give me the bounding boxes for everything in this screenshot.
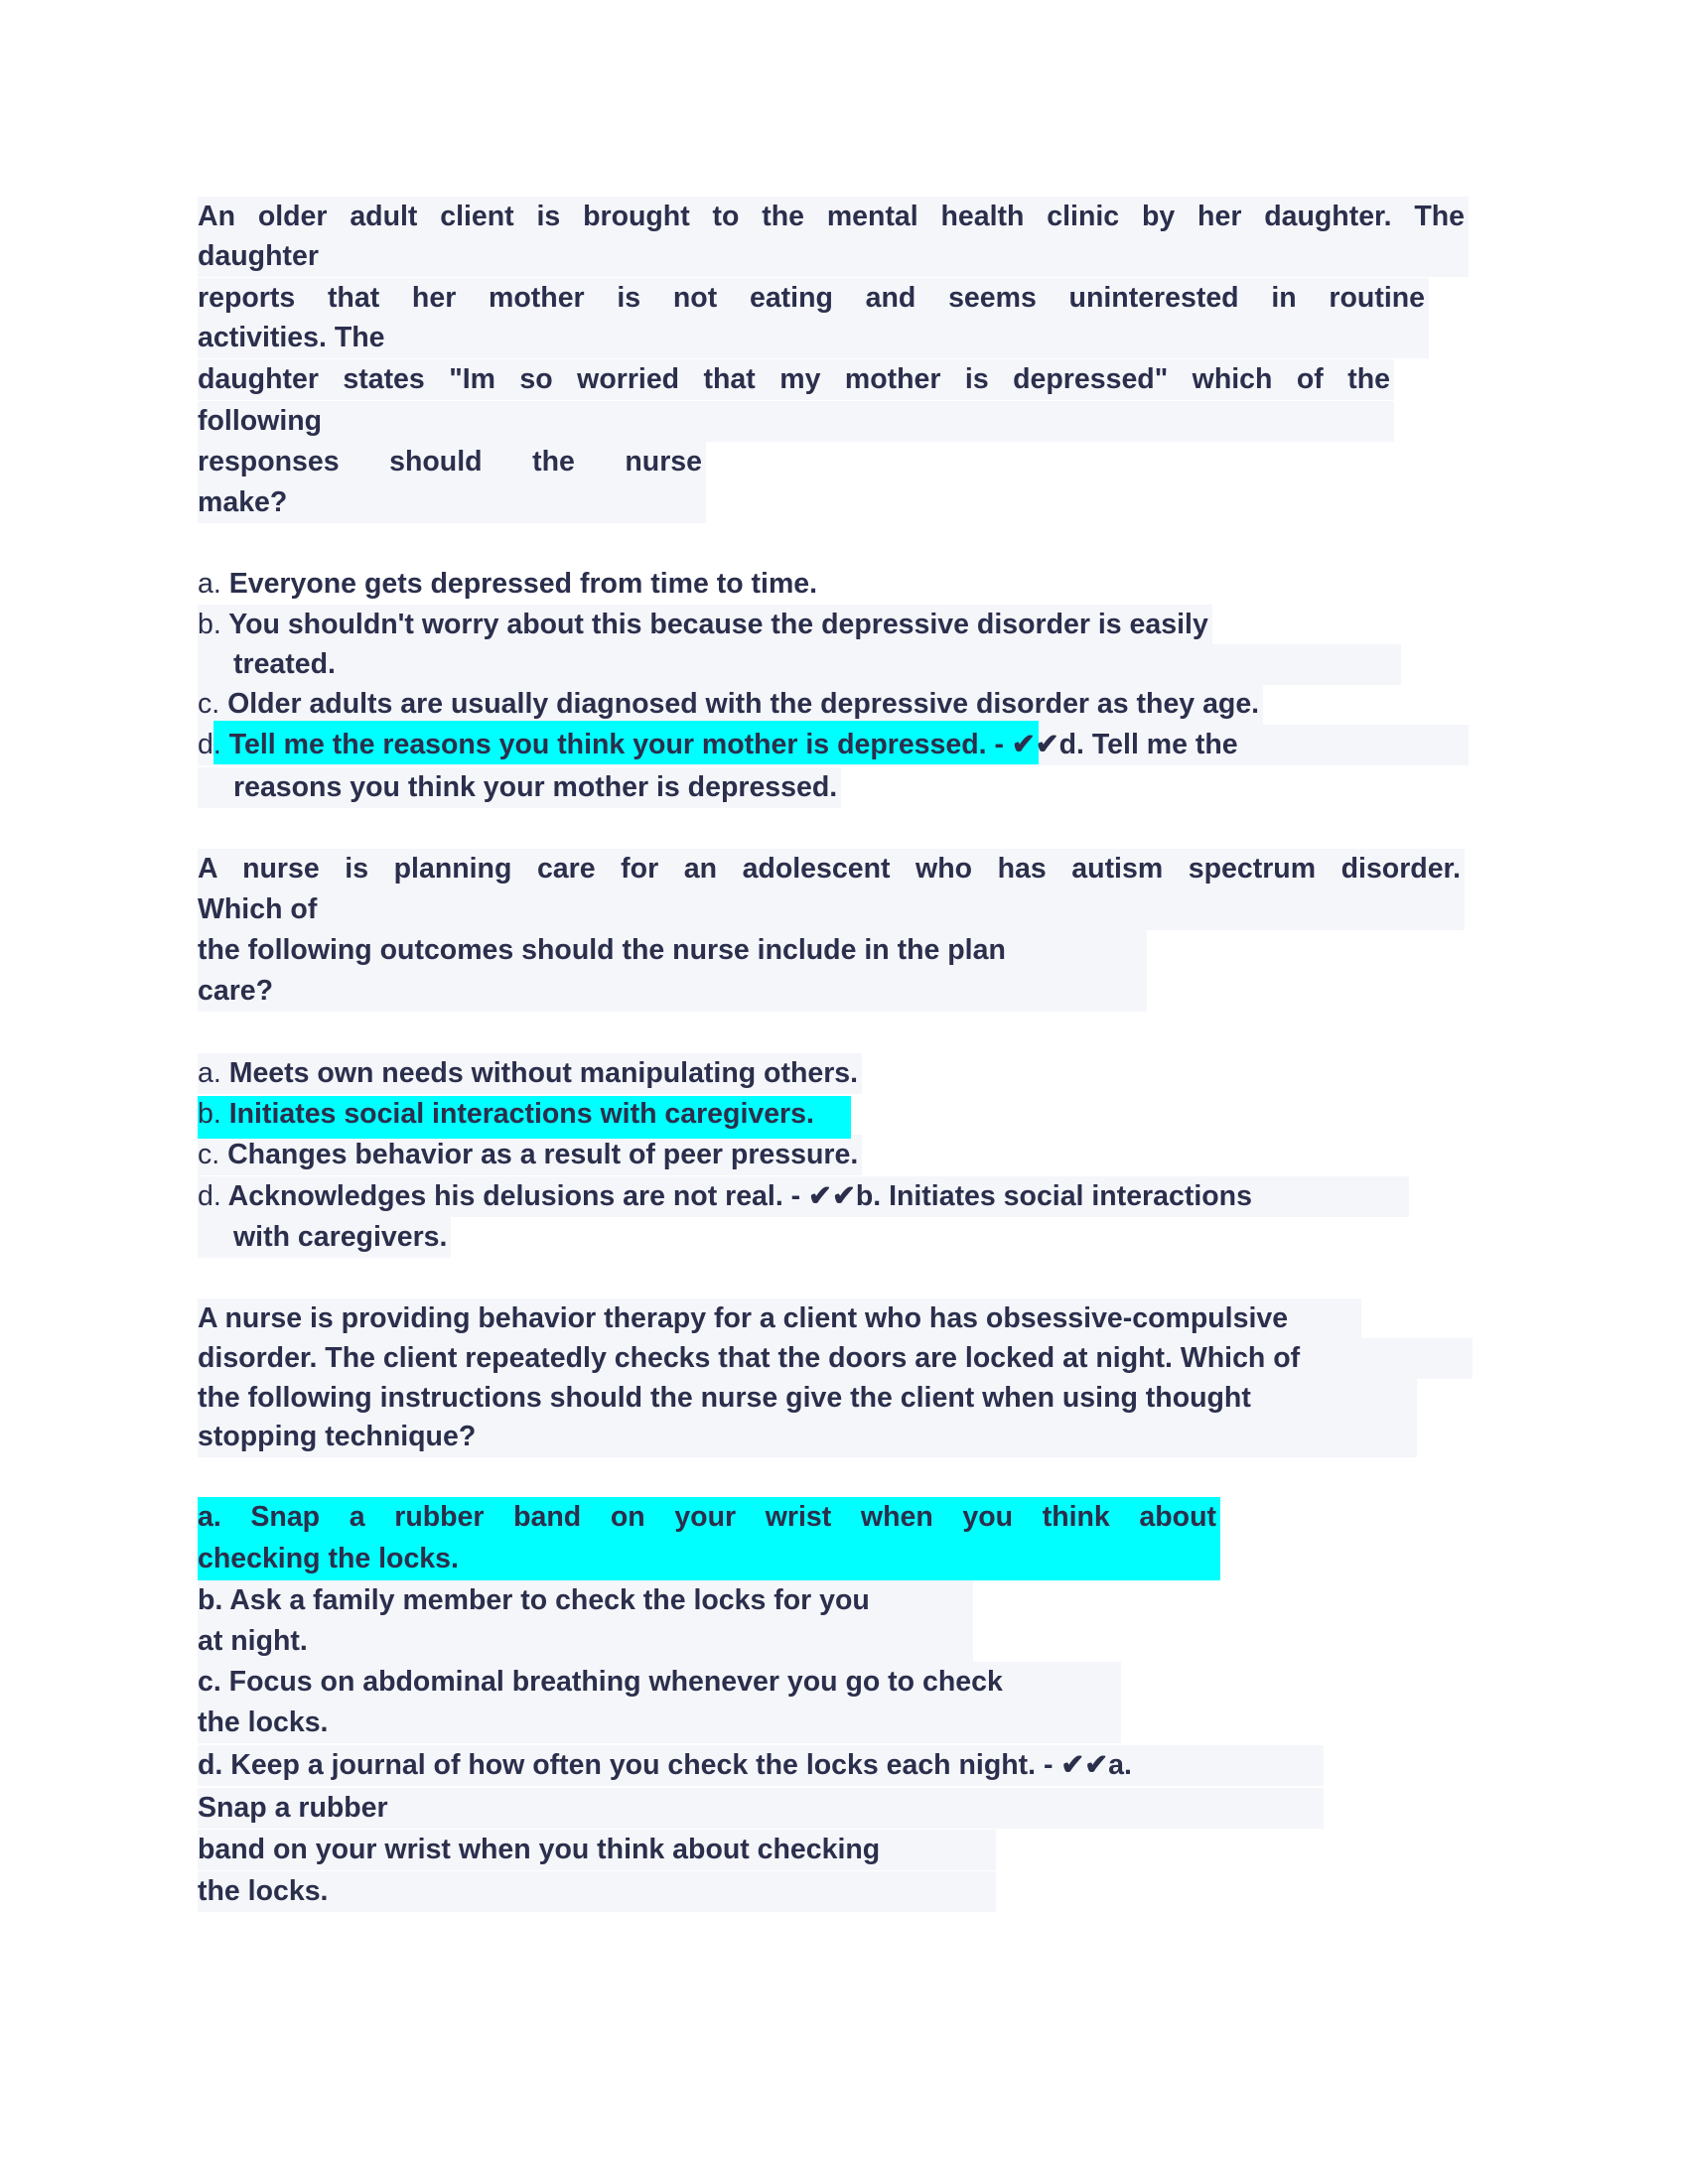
q1-option-d-cont: reasons you think your mother is depressed. [198,767,841,808]
option-text: Older adults are usually diagnosed with the depressive disorder as they age. [227,688,1260,720]
option-text: Tell me the reasons you think your mother is depressed. - ✔✔d. Tell me the [228,729,1238,760]
q1-stem-line: responses should the nurse [198,442,706,482]
q1-stem-line: reports that her mother is not eating and seems uninterested in routine [198,278,1429,319]
q3-option-b-cont: at night. [198,1621,973,1662]
q1-option-a [198,564,821,605]
q2-option-d-cont: with caregivers. [198,1217,451,1258]
q3-stem-line: stopping technique? [198,1417,1417,1457]
q1-stem-line: activities. The [198,318,1429,358]
option-text: Changes behavior as a result of peer pressure. [227,1139,859,1170]
q1-option-d [198,725,1469,765]
q3-stem-line: A nurse is providing behavior therapy for a client who has obsessive-compulsive [198,1298,1361,1339]
option-letter: c. [198,688,220,720]
option-letter: a. [198,1057,221,1089]
option-text: Initiates social interactions with caregivers. [228,1098,814,1130]
q2-stem-line: A nurse is planning care for an adolescent who has autism spectrum disorder. [198,849,1465,889]
option-letter: a. [198,568,221,600]
q1-option-b-cont: treated. [198,644,1401,685]
q2-stem-line: care? [198,971,1147,1012]
q3-option-d: d. Keep a journal of how often you check the locks each night. - ✔✔a. [198,1745,1324,1786]
q1-stem-line: following [198,401,1394,442]
q1-stem-line: daughter states "Im so worried that my mother is depressed" which of the [198,359,1394,400]
option-text: You shouldn't worry about this because the depressive disorder is easily [228,609,1208,640]
q3-stem-line: disorder. The client repeatedly checks that the doors are locked at night. Which of [198,1338,1473,1379]
q2-option-c [198,1135,862,1175]
q1-stem-line: make? [198,482,706,523]
option-text: Everyone gets depressed from time to time. [228,568,818,600]
q3-option-d-cont: band on your wrist when you think about checking [198,1830,996,1870]
q2-option-a [198,1053,862,1094]
q2-option-b [198,1094,818,1135]
option-letter: d. [198,729,221,760]
q1-stem-line: daughter [198,236,1469,277]
q1-option-c [198,684,1263,725]
q3-option-d-cont: the locks. [198,1871,996,1912]
option-text: Meets own needs without manipulating others. [228,1057,859,1089]
q2-stem-line: Which of [198,889,1465,930]
option-text: Acknowledges his delusions are not real. - ✔✔b. Initiates social interactions [227,1180,1252,1212]
q2-option-d [198,1176,1409,1217]
option-letter: c. [198,1139,220,1170]
option-letter: d. [198,1180,221,1212]
q3-option-c: c. Focus on abdominal breathing whenever you go to check [198,1662,1121,1703]
q3-option-c-cont: the locks. [198,1703,1121,1743]
q2-stem-line: the following outcomes should the nurse include in the plan [198,930,1147,971]
q3-option-b: b. Ask a family member to check the locks for you [198,1580,973,1621]
q1-stem-line: An older adult client is brought to the mental health clinic by her daughter. The [198,197,1469,237]
q3-option-a: a. Snap a rubber band on your wrist when you think about [198,1501,1216,1533]
q3-stem-line: the following instructions should the nurse give the client when using thought [198,1378,1417,1419]
q3-option-d-cont: Snap a rubber [198,1788,1324,1829]
q1-option-b [198,605,1212,645]
option-letter: b. [198,1098,221,1130]
option-letter: b. [198,609,221,640]
q3-option-a-cont: checking the locks. [198,1543,459,1574]
